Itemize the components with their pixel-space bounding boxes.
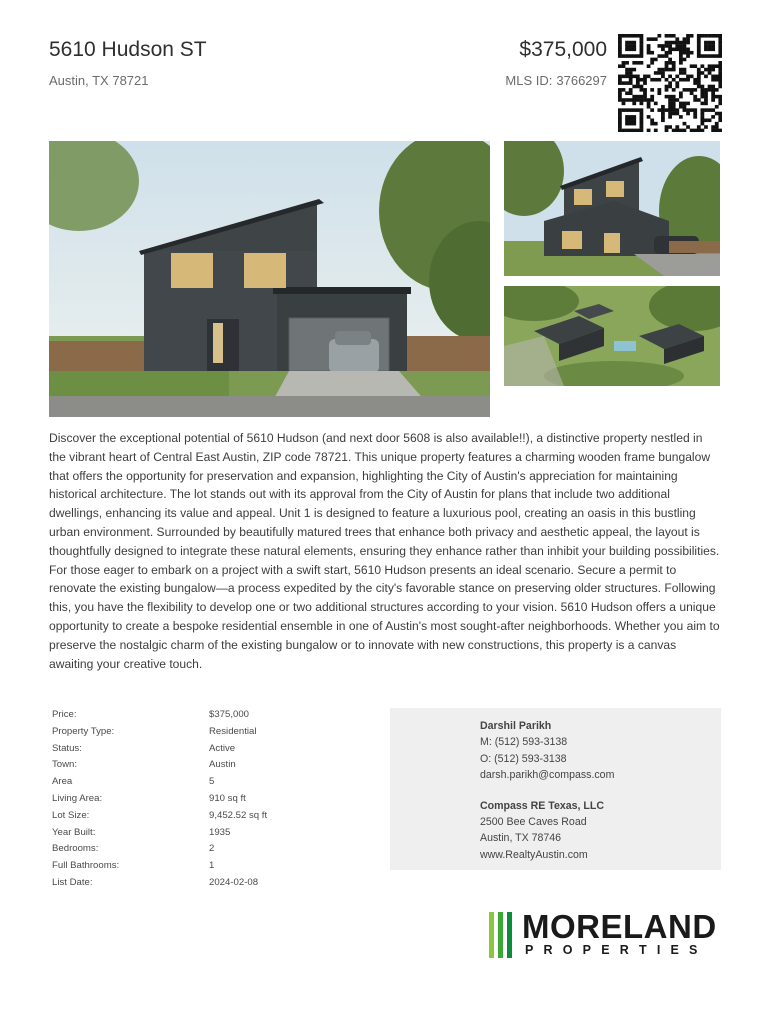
detail-row bbox=[52, 757, 352, 774]
detail-value: Residential bbox=[209, 725, 257, 737]
logo-bar-icon bbox=[498, 912, 503, 958]
mls-label: MLS ID: bbox=[505, 73, 553, 88]
listing-header bbox=[49, 38, 607, 98]
detail-row bbox=[52, 741, 352, 758]
detail-value: 5 bbox=[209, 776, 215, 788]
detail-value: 1935 bbox=[209, 826, 231, 838]
detail-label: Living Area: bbox=[52, 792, 103, 804]
detail-label: Town: bbox=[52, 759, 78, 771]
logo-bar-icon bbox=[507, 912, 512, 958]
detail-row bbox=[52, 825, 352, 842]
detail-value: Austin bbox=[209, 759, 236, 771]
logo-subtitle: PROPERTIES bbox=[525, 943, 708, 957]
property-price: $375,000 bbox=[519, 38, 607, 61]
detail-value: Active bbox=[209, 742, 236, 754]
detail-label: Bedrooms: bbox=[52, 843, 99, 855]
detail-row bbox=[52, 841, 352, 858]
logo-bar-icon bbox=[489, 912, 494, 958]
detail-value: 2024-02-08 bbox=[209, 876, 259, 888]
office-name: Compass RE Texas, LLC bbox=[480, 799, 605, 812]
office-street: 2500 Bee Caves Road bbox=[480, 816, 587, 829]
detail-label: Full Bathrooms: bbox=[52, 860, 120, 872]
aerial-render-photo[interactable] bbox=[504, 286, 720, 386]
detail-value: 2 bbox=[209, 843, 215, 855]
detail-value: 910 sq ft bbox=[209, 792, 246, 804]
logo-wordmark: MORELAND bbox=[522, 908, 717, 945]
office-city: Austin, TX 78746 bbox=[480, 832, 562, 845]
house-angle-photo[interactable] bbox=[504, 141, 720, 276]
detail-label: Status: bbox=[52, 742, 82, 754]
agent-name: Darshil Parikh bbox=[480, 720, 552, 732]
detail-row bbox=[52, 707, 352, 724]
agent-office-phone[interactable]: O: (512) 593-3138 bbox=[480, 752, 567, 765]
detail-row bbox=[52, 875, 352, 892]
detail-value: 1 bbox=[209, 860, 215, 872]
agent-email[interactable]: darsh.parikh@compass.com bbox=[480, 769, 615, 782]
mls-id bbox=[505, 73, 607, 88]
detail-row bbox=[52, 808, 352, 825]
property-description: Discover the exceptional potential of 5610 Hudson (and next door 5608 is also available!!), a distinctive property nestled in the vibrant heart of Central East Austin, ZIP code 78721. This unique property features a charming wooden frame bungalow that offers the opportunity for preservation and expansion, highlighting the City of Austin's appreciation for maintaining historical architecture. The lot stands out with its approval from the City of Austin for plans that include two additional dwellings, enhancing its value and appeal. Unit 1 is designed to feature a luxurious pool, creating an oasis in this bustling urban environment. Surrounded by beautifully matured trees that enhance both privacy and aesthetic appeal, the layout is thoughtfully designed to integrate these natural elements, ensuring they enhance rather than inhibit your building possibilities. For those eager to embark on a project with a swift start, 5610 Hudson presents an ideal scenario. Secure a permit to renovate the existing bungalow—a process expedited by the city's favorable stance on preserving older structures. Following this, you have the flexibility to develop one or two additional structures according to your vision. 5610 Hudson offers a unique opportunity to create a bespoke residential ensemble in one of Austin's most sought-after neighborhoods. Whether you aim to preserve the nostalgic charm of the existing bungalow or to innovate with new constructions, this property is a canvas awaiting your creative touch. bbox=[49, 431, 720, 671]
property-details-table bbox=[52, 707, 352, 892]
detail-label: Area bbox=[52, 776, 73, 788]
detail-row bbox=[52, 858, 352, 875]
mls-value: 3766297 bbox=[556, 73, 607, 88]
moreland-properties-logo bbox=[487, 910, 723, 960]
detail-row bbox=[52, 791, 352, 808]
detail-value: $375,000 bbox=[209, 709, 250, 720]
detail-label: Property Type: bbox=[52, 725, 115, 737]
detail-label: Price: bbox=[52, 709, 77, 720]
detail-value: 9,452.52 sq ft bbox=[209, 809, 268, 821]
house-front-photo[interactable] bbox=[49, 141, 490, 417]
qr-code-icon[interactable] bbox=[618, 34, 722, 132]
property-city: Austin, TX 78721 bbox=[49, 73, 149, 88]
detail-row bbox=[52, 724, 352, 741]
property-address: 5610 Hudson ST bbox=[49, 38, 207, 61]
detail-label: Year Built: bbox=[52, 826, 96, 838]
office-website[interactable]: www.RealtyAustin.com bbox=[480, 848, 588, 861]
detail-label: List Date: bbox=[52, 876, 93, 888]
detail-label: Lot Size: bbox=[52, 809, 90, 821]
agent-contact-card bbox=[390, 708, 721, 870]
agent-mobile[interactable]: M: (512) 593-3138 bbox=[480, 736, 568, 749]
detail-row bbox=[52, 774, 352, 791]
